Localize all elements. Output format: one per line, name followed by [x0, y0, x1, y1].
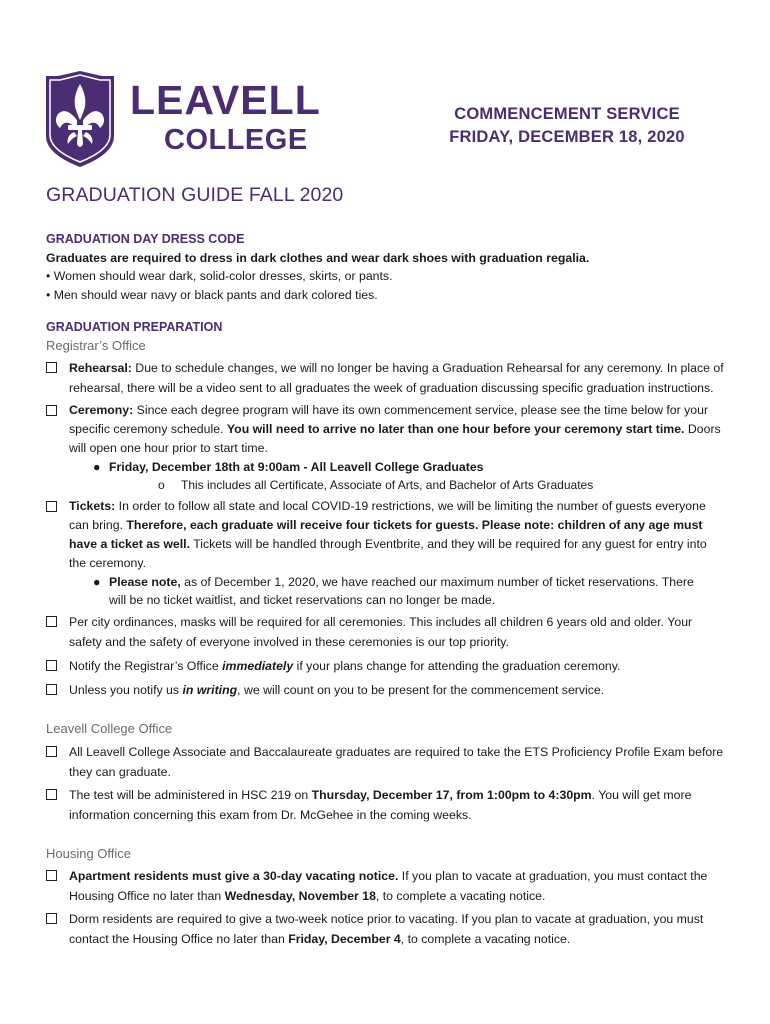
page-title: GRADUATION GUIDE FALL 2020 — [46, 184, 344, 206]
dress-code-lead-text: Graduates are required to dress in dark clothes and wear dark shoes with graduation regalia. — [46, 250, 590, 265]
tickets-item — [46, 497, 726, 573]
housing-office-heading: Housing Office — [46, 845, 132, 861]
bullet-icon: ● — [93, 460, 101, 474]
ceremony-time: Friday, December 18th at 9:00am - All Leavell College Graduates — [109, 460, 484, 474]
masks-text: Per city ordinances, masks will be required for all ceremonies. This includes all children 6 years old and older. Your safety and the safety of everyone involved in these ceremonies is our top priority. — [69, 615, 693, 649]
dorm-notice-text-2: , to complete a vacating notice. — [400, 932, 571, 946]
unless-emphasis: in writing — [182, 683, 238, 697]
tickets-note-bullet — [46, 573, 726, 609]
bullet-icon: ● — [93, 575, 101, 589]
dress-code-lead — [46, 249, 726, 268]
checkbox[interactable] — [46, 789, 57, 800]
ceremony-bold: You will need to arrive no later than one hour before your ceremony start time. — [226, 422, 685, 436]
unless-text-2: , we will count on you to be present for the commencement service. — [237, 683, 605, 697]
apartment-deadline: Wednesday, November 18 — [224, 889, 376, 903]
tickets-text-2: Tickets will be handled through Eventbrite, and they will be required for any guest for entry into the ceremony. — [69, 537, 707, 570]
tickets-note-label: Please note, — [109, 575, 181, 589]
header-line-2: FRIDAY, DECEMBER 18, 2020 — [449, 128, 685, 146]
checkbox[interactable] — [46, 684, 57, 695]
checkbox[interactable] — [46, 746, 57, 757]
tickets-label: Tickets: — [69, 499, 116, 513]
test-schedule-item — [46, 785, 726, 825]
rehearsal-label: Rehearsal: — [69, 361, 132, 375]
dress-code-section — [46, 230, 726, 304]
fleur-de-lis-crest-icon — [44, 70, 116, 168]
registrar-office-heading: Registrar’s Office — [46, 337, 146, 353]
preparation-section — [46, 318, 726, 700]
ets-exam-item — [46, 742, 726, 782]
dress-code-heading: GRADUATION DAY DRESS CODE — [46, 232, 245, 246]
tickets-text: In order to follow all state and local COVID-19 restrictions, we will be limiting the number of guests everyone can bring. — [69, 499, 706, 532]
logo-word-leavell: LEAVELL — [130, 77, 321, 123]
checkbox[interactable] — [46, 870, 57, 881]
dress-code-item: • Men should wear navy or black pants and dark colored ties. — [46, 287, 378, 302]
notify-emphasis: immediately — [222, 659, 294, 673]
rehearsal-text: Due to schedule changes, we will no longer be having a Graduation Rehearsal for any ceremony. In place of rehearsal, there will be a video sent to all graduates the week of graduation discussing specific graduation instructions. — [69, 361, 724, 395]
dorm-deadline: Friday, December 4 — [288, 932, 401, 946]
apartment-notice-text-2: , to complete a vacating notice. — [375, 889, 546, 903]
guide-content — [46, 230, 726, 949]
checkbox[interactable] — [46, 362, 57, 373]
ceremony-text-2: Doors will open one hour prior to start time. — [69, 422, 721, 455]
ceremony-text: Since each degree program will have its own commencement service, please see the time below for your specific ceremony schedule. — [69, 403, 709, 436]
notify-text: Notify the Registrar’s Office — [69, 659, 223, 673]
ceremony-sub-text: This includes all Certificate, Associate of Arts, and Bachelor of Arts Graduates — [181, 478, 594, 492]
logo-word-college: COLLEGE — [164, 124, 308, 156]
unless-text: Unless you notify us — [69, 683, 183, 697]
checkbox[interactable] — [46, 501, 57, 512]
ceremony-time-bullet — [46, 458, 726, 476]
ceremony-item — [46, 401, 726, 458]
checkbox[interactable] — [46, 913, 57, 924]
ets-exam-text: All Leavell College Associate and Baccalaureate graduates are required to take the ETS Proficiency Profile Exam before they can graduate. — [69, 744, 724, 779]
commencement-header — [432, 103, 702, 149]
leavell-office-heading: Leavell College Office — [46, 721, 173, 736]
apartment-notice-item — [46, 866, 726, 906]
checkbox[interactable] — [46, 660, 57, 671]
test-schedule-bold: Thursday, December 17, from 1:00pm to 4:30pm — [311, 787, 592, 802]
tickets-note-text: as of December 1, 2020, we have reached our maximum number of ticket reservations. There will be no ticket waitlist, and ticket reservations can no longer be made. — [109, 575, 694, 607]
unless-item — [46, 680, 726, 700]
dorm-notice-text: Dorm residents are required to give a two-week notice prior to vacating. If you plan to vacate at graduation, you must contact the Housing Office no later than — [69, 912, 704, 946]
test-schedule-text-2: . You will get more information concerning this exam from Dr. McGehee in the coming weeks. — [69, 787, 692, 822]
rehearsal-item — [46, 358, 726, 398]
checkbox[interactable] — [46, 616, 57, 627]
preparation-heading: GRADUATION PREPARATION — [46, 320, 223, 334]
masks-item — [46, 612, 726, 652]
dorm-notice-item — [46, 909, 726, 949]
dress-code-item: • Women should wear dark, solid-color dresses, skirts, or pants. — [46, 269, 393, 283]
ceremony-sub-bullet — [46, 476, 726, 494]
apartment-notice-text: If you plan to vacate at graduation, you must contact the Housing Office no later than — [69, 869, 708, 903]
apartment-notice-bold: Apartment residents must give a 30-day vacating notice. — [69, 869, 399, 883]
checkbox[interactable] — [46, 405, 57, 416]
leavell-office-section — [46, 720, 726, 825]
header-line-1: COMMENCEMENT SERVICE — [454, 105, 680, 123]
housing-office-section — [46, 845, 726, 950]
notify-item — [46, 656, 726, 676]
notify-text-2: if your plans change for attending the graduation ceremony. — [293, 659, 621, 673]
circle-bullet-icon: o — [158, 478, 165, 492]
test-schedule-text: The test will be administered in HSC 219 on — [69, 787, 312, 802]
tickets-bold: Therefore, each graduate will receive four tickets for guests. Please note: children of any age must have a ticket as well. — [69, 518, 703, 551]
ceremony-label: Ceremony: — [69, 403, 134, 417]
college-logo — [44, 70, 344, 170]
